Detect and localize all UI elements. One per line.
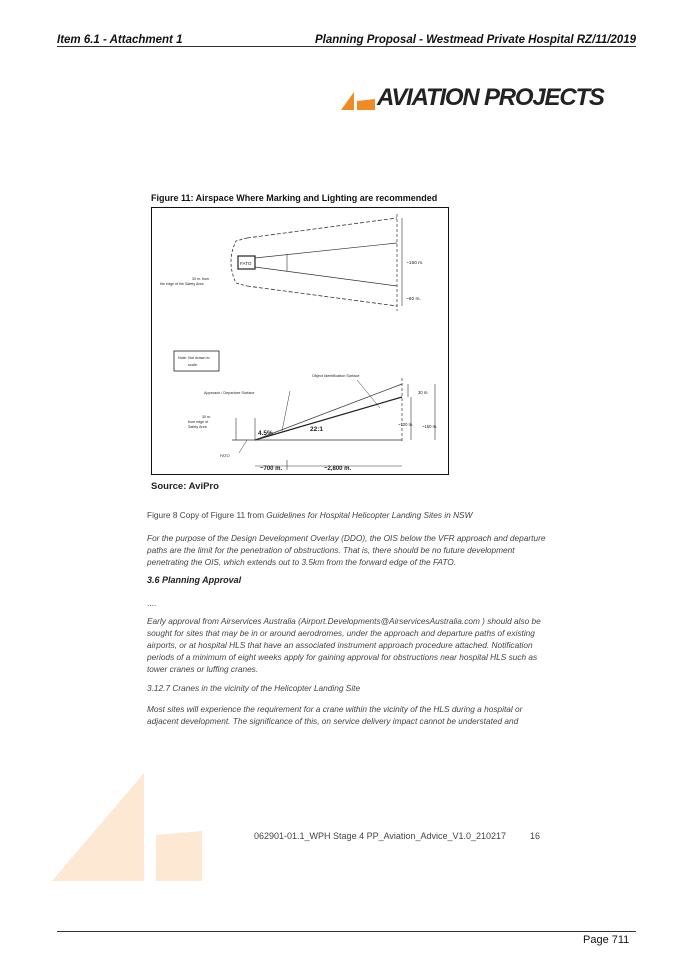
- paragraph-cranes: Most sites will experience the requirement for a crane within the vicinity of the HLS during a hospital or adjacent development. The significance of this, on service delivery impact cannot be understated and: [147, 704, 523, 726]
- caption-prefix: Figure 8 Copy of Figure 11 from: [147, 510, 267, 520]
- plan-offset-line1: 30 m. from: [192, 277, 210, 281]
- ratio-label: 22:1: [310, 426, 324, 433]
- figure-title: Figure 11: Airspace Where Marking and Lighting are recommended: [151, 193, 438, 203]
- profile-offset-line1: 30 m.: [202, 415, 211, 419]
- plan-width-60: ~60 m.: [406, 297, 421, 302]
- approach-edge-top: [255, 243, 397, 258]
- logo-text: AVIATION PROJECTS: [377, 84, 604, 111]
- paragraph-early-approval: Early approval from Airservices Australia (Airport.Developments@AirservicesAustralia.com ) should also be sought for sites that may be in or around aerodromes, under the approach and departure paths of existing airports, or at hospital HLS that have an associated instrument approach procedure attached. Notification periods of a minimum of eight weeks apply for gaining approval for obstructions near hospital HLS such as tower cranes or luffing cranes.: [147, 616, 541, 674]
- note-box: [174, 351, 219, 371]
- plan-width-150: ~150 m.: [406, 261, 424, 266]
- ois-edge-bottom: [247, 286, 397, 306]
- approach-slope: [255, 384, 402, 440]
- airspace-diagram: [152, 208, 448, 474]
- paragraph-ois: For the purpose of the Design Development Overlay (DDO), the OIS below the VFR approach and departure paths are the limit for the penetration of obstructions. That is, there should be no future development penetrating the OIS, which extends out to 3.5km from the forward edge of the FATO.: [147, 533, 546, 567]
- profile-offset-line2: from edge of: [188, 420, 209, 424]
- fato-pointer: [239, 440, 247, 453]
- subsection-cranes: 3.12.7 Cranes in the vicinity of the Helicopter Landing Site: [147, 683, 361, 693]
- profile-fato-label: FATO: [220, 454, 230, 458]
- approach-edge-bottom: [255, 267, 397, 286]
- approach-pointer: [282, 391, 290, 431]
- figure-caption: [147, 509, 547, 521]
- airspace-figure: [151, 207, 449, 475]
- profile-offset-line3: Safety Area: [188, 425, 207, 429]
- logo-watermark-icon: [52, 773, 202, 881]
- ellipsis: ....: [147, 598, 157, 608]
- footer-document-ref: 062901-01.1_WPH Stage 4 PP_Aviation_Advice_V1.0_210217: [254, 831, 507, 841]
- header-right: Planning Proposal - Westmead Private Hospital RZ/11/2019: [314, 34, 636, 46]
- note-line2: scale.: [188, 363, 198, 367]
- gradient-label: 4.5%: [258, 430, 273, 437]
- logo-mark-icon: [341, 88, 375, 110]
- page-number: Page 711: [583, 934, 630, 946]
- distance-2800-label: ~2,800 m.: [324, 466, 352, 472]
- footer-document-page: 16: [530, 831, 541, 841]
- height-120-label: ~120 m.: [398, 422, 414, 427]
- profile-approach-label: Approach / Departure Surface: [204, 391, 255, 395]
- section-heading-planning-approval: 3.6 Planning Approval: [147, 575, 242, 585]
- height-150-label: ~150 m.: [422, 424, 438, 429]
- distance-700-label: ~700 m.: [260, 466, 283, 472]
- note-line1: Note: Not drawn to: [178, 356, 210, 360]
- ois-slope: [255, 397, 402, 440]
- header-left: Item 6.1 - Attachment 1: [57, 34, 183, 46]
- ois-edge-top: [247, 218, 397, 238]
- figure-source: Source: AviPro: [151, 481, 219, 492]
- header-rule: [57, 46, 636, 47]
- height-30-label: 30 m.: [418, 390, 429, 395]
- plan-fato-label: FATO: [240, 261, 252, 266]
- footer-rule: [57, 931, 636, 932]
- caption-source-title: Guidelines for Hospital Helicopter Landing Sites in NSW: [266, 510, 473, 520]
- plan-offset-line2: the edge of the Safety Area: [160, 282, 204, 286]
- profile-ois-label: Object Identification Surface: [312, 374, 360, 378]
